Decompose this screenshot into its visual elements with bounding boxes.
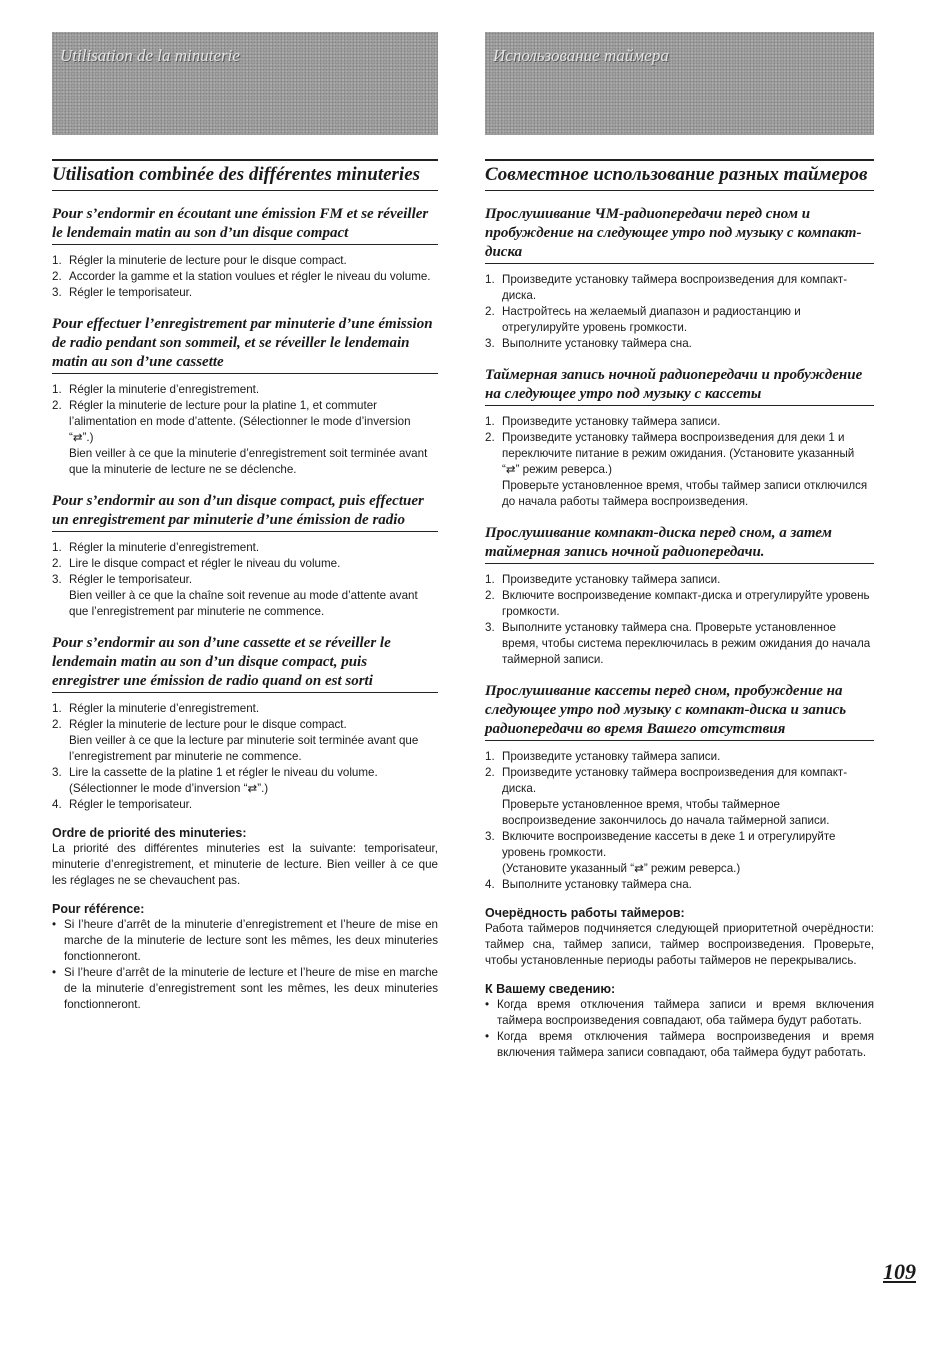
priority-text: Работа таймеров подчиняется следующей приоритетной очерёдности: таймер сна, таймер записи, таймер воспроизведения. Проверьте, чтобы установленные периоды работы таймеров не перекрывались.: [485, 922, 874, 967]
step-text: Произведите установку таймера записи.: [502, 573, 721, 586]
section-heading: Pour s’endormir au son d’un disque compact, puis effectuer un enregistrement par minuterie d’une émission de radio: [52, 492, 438, 532]
step-number: 2.: [485, 766, 495, 779]
step-item: [485, 829, 874, 877]
step-list: [485, 572, 874, 668]
step-item: [52, 556, 438, 572]
section-heading: Pour s’endormir en écoutant une émission FM et se réveiller le lendemain matin au son d’un disque compact: [52, 205, 438, 245]
step-text: Régler la minuterie d’enregistrement.: [69, 702, 260, 715]
section: [52, 492, 438, 620]
step-number: 2.: [52, 557, 62, 570]
section: [52, 634, 438, 813]
step-number: 1.: [52, 541, 62, 554]
step-item: [485, 877, 874, 893]
step-item: [52, 253, 438, 269]
step-note: Проверьте установленное время, чтобы таймер записи отключился до начала работы таймера воспроизведения.: [502, 479, 868, 508]
step-number: 3.: [52, 286, 62, 299]
section: [52, 205, 438, 301]
step-number: 1.: [485, 415, 495, 428]
step-text: Régler la minuterie d’enregistrement.: [69, 541, 260, 554]
reference-heading: К Вашему сведению:: [485, 982, 616, 996]
step-text: Régler la minuterie d’enregistrement.: [69, 383, 260, 396]
step-number: 3.: [52, 766, 62, 779]
reference-list: [485, 997, 874, 1061]
step-list: [52, 253, 438, 301]
step-item: [52, 701, 438, 717]
step-number: 1.: [52, 254, 62, 267]
section-banner: [52, 32, 438, 135]
step-number: 2.: [52, 270, 62, 283]
step-number: 4.: [52, 798, 62, 811]
step-item: [485, 765, 874, 829]
section: [485, 682, 874, 893]
step-text: Régler la minuterie de lecture pour le disque compact.: [69, 718, 347, 731]
step-text: Выполните установку таймера сна.: [502, 337, 692, 350]
step-item: [52, 717, 438, 765]
step-item: [52, 797, 438, 813]
french-column: [52, 32, 438, 1013]
section-heading: Прослушивание компакт-диска перед сном, а затем таймерная запись ночной радиопередачи.: [485, 524, 874, 564]
step-item: [485, 430, 874, 510]
section-heading: Таймерная запись ночной радиопередачи и пробуждение на следующее утро под музыку с кассеты: [485, 366, 874, 406]
step-text: Включите воспроизведение кассеты в деке 1 и отрегулируйте уровень громкости.: [502, 830, 836, 859]
page-number: 109: [883, 1259, 916, 1284]
section-heading: Прослушивание ЧМ-радиопередачи перед сном и пробуждение на следующее утро под музыку с компакт-диска: [485, 205, 874, 264]
step-note: (Установите указанный “⇄” режим реверса.): [502, 862, 741, 875]
step-item: [485, 749, 874, 765]
step-number: 1.: [485, 273, 495, 286]
section: [485, 524, 874, 668]
step-list: [485, 272, 874, 352]
step-text: Выполните установку таймера сна.: [502, 878, 692, 891]
banner-title: Использование таймера: [493, 46, 669, 65]
priority-heading: Очерёдность работы таймеров:: [485, 906, 685, 920]
step-text: Выполните установку таймера сна. Проверьте установленное время, чтобы система переключилась в режим ожидания до начала таймерной записи.: [502, 621, 871, 666]
step-item: [485, 272, 874, 304]
step-text: Lire la cassette de la platine 1 et régler le niveau du volume. (Sélectionner le mode d’inversion “⇄”.): [69, 766, 378, 795]
step-item: [485, 414, 874, 430]
section: [485, 366, 874, 510]
step-text: Произведите установку таймера записи.: [502, 750, 721, 763]
step-note: Bien veiller à ce que la minuterie d’enregistrement soit terminée avant que la minuterie de lecture ne se déclenche.: [69, 447, 428, 476]
section-banner: [485, 32, 874, 135]
step-item: [52, 765, 438, 797]
step-item: [485, 336, 874, 352]
step-number: 3.: [485, 830, 495, 843]
step-item: [52, 540, 438, 556]
step-text: Произведите установку таймера записи.: [502, 415, 721, 428]
step-item: [52, 382, 438, 398]
reference-item: • Si l’heure d’arrêt de la minuterie de lecture et l’heure de mise en marche de la minuterie d’enregistrement sont les mêmes, les deux minuteries fonctionneront.: [52, 965, 438, 1013]
section-heading: Прослушивание кассеты перед сном, пробуждение на следующее утро под музыку с компакт-диска и запись радиопередачи во время Вашего отсутствия: [485, 682, 874, 741]
step-list: [485, 749, 874, 893]
step-item: [485, 588, 874, 620]
reference-item: • Когда время отключения таймера воспроизведения и время включения таймера записи совпадают, оба таймера будут работать.: [485, 1029, 874, 1061]
step-text: Произведите установку таймера воспроизведения для компакт-диска.: [502, 273, 848, 302]
step-number: 1.: [485, 573, 495, 586]
step-number: 2.: [485, 589, 495, 602]
step-text: Настройтесь на желаемый диапазон и радиостанцию и отрегулируйте уровень громкости.: [502, 305, 801, 334]
step-text: Régler la minuterie de lecture pour le disque compact.: [69, 254, 347, 267]
step-number: 1.: [52, 383, 62, 396]
step-text: Произведите установку таймера воспроизведения для компакт-диска.: [502, 766, 848, 795]
step-list: [52, 540, 438, 620]
page-title: Совместное использование разных таймеров: [485, 159, 874, 191]
step-number: 3.: [52, 573, 62, 586]
banner-title: Utilisation de la minuterie: [60, 46, 240, 65]
step-text: Accorder la gamme et la station voulues et régler le niveau du volume.: [69, 270, 431, 283]
step-text: Произведите установку таймера воспроизведения для деки 1 и переключите питание в режим ожидания. (Установите указанный “⇄” режим реверса.): [502, 431, 855, 476]
step-number: 2.: [52, 718, 62, 731]
russian-column: [485, 32, 874, 1061]
step-text: Régler le temporisateur.: [69, 286, 193, 299]
step-note: Bien veiller à ce que la chaîne soit revenue au mode d’attente avant que l’enregistrement par minuterie ne commence.: [69, 589, 418, 618]
reference-item: • Si l’heure d’arrêt de la minuterie d’enregistrement et l’heure de mise en marche de la minuterie de lecture sont les mêmes, les deux minuteries fonctionneront.: [52, 917, 438, 965]
step-number: 4.: [485, 878, 495, 891]
step-item: [485, 304, 874, 336]
step-list: [485, 414, 874, 510]
step-item: [52, 572, 438, 620]
section: [485, 205, 874, 352]
reference-item: • Когда время отключения таймера записи и время включения таймера воспроизведения совпадают, оба таймера будут работать.: [485, 997, 874, 1029]
priority-heading: Ordre de priorité des minuteries:: [52, 826, 247, 840]
step-item: [52, 285, 438, 301]
step-number: 1.: [52, 702, 62, 715]
step-number: 2.: [485, 305, 495, 318]
step-number: 3.: [485, 337, 495, 350]
step-list: [52, 701, 438, 813]
step-item: [485, 572, 874, 588]
step-text: Régler la minuterie de lecture pour la platine 1, et commuter l’alimentation en mode d’attente. (Sélectionner le mode d’inversion “⇄”.): [69, 399, 411, 444]
step-item: [52, 269, 438, 285]
step-number: 1.: [485, 750, 495, 763]
step-text: Lire le disque compact et régler le niveau du volume.: [69, 557, 341, 570]
step-item: [52, 398, 438, 478]
step-item: [485, 620, 874, 668]
step-note: Bien veiller à ce que la lecture par minuterie soit terminée avant que l’enregistrement par minuterie ne commence.: [69, 734, 419, 763]
step-number: 2.: [485, 431, 495, 444]
step-text: Régler le temporisateur.: [69, 573, 193, 586]
page-title: Utilisation combinée des différentes minuteries: [52, 159, 438, 191]
step-list: [52, 382, 438, 478]
reference-heading: Pour référence:: [52, 902, 145, 916]
section-heading: Pour s’endormir au son d’une cassette et se réveiller le lendemain matin au son d’un disque compact, puis enregistrer une émission de radio quand on est sorti: [52, 634, 438, 693]
section-heading: Pour effectuer l’enregistrement par minuterie d’une émission de radio pendant son sommeil, et se réveiller le lendemain matin au son d’une cassette: [52, 315, 438, 374]
section: [52, 315, 438, 478]
reference-list: [52, 917, 438, 1013]
step-note: Проверьте установленное время, чтобы таймерное воспроизведение закончилось до начала таймерной записи.: [502, 798, 830, 827]
priority-text: La priorité des différentes minuteries est la suivante: temporisateur, minuterie d’enregistrement, et minuterie de lecture. Bien veiller à ce que les réglages ne se chevauchent pas.: [52, 842, 438, 887]
step-number: 3.: [485, 621, 495, 634]
step-text: Régler le temporisateur.: [69, 798, 193, 811]
step-text: Включите воспроизведение компакт-диска и отрегулируйте уровень громкости.: [502, 589, 870, 618]
step-number: 2.: [52, 399, 62, 412]
